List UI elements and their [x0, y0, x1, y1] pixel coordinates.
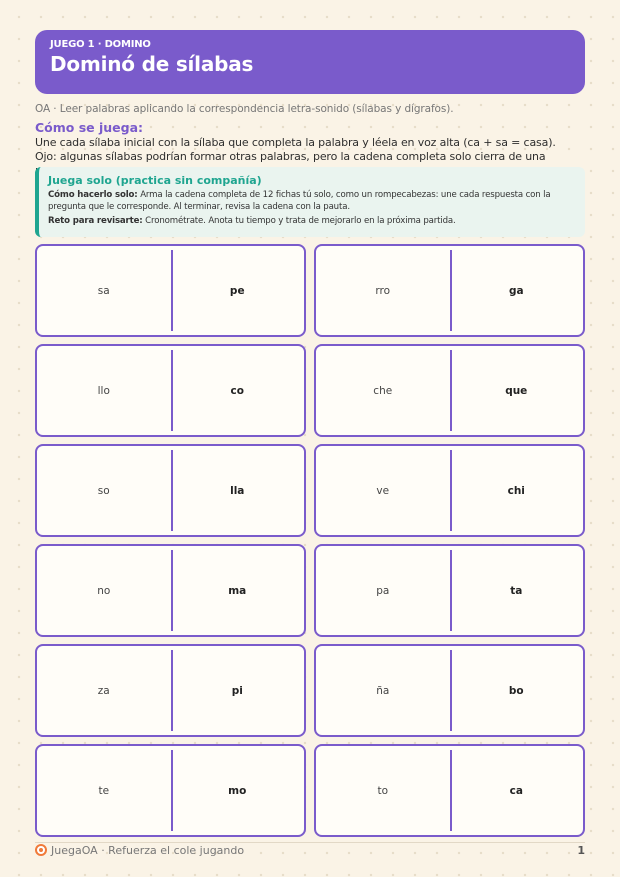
solo-how — [48, 189, 575, 213]
domino-tile[interactable] — [314, 244, 585, 337]
tile-start-syllable: llo — [97, 384, 110, 397]
tile-end-syllable: pi — [231, 684, 243, 697]
tile-start-syllable: rro — [375, 284, 391, 297]
solo-how-text: Arma la cadena completa de 12 fichas tú solo, como un rompecabezas: une cada respuesta con la pregunta que le corresponde. Al terminar, revisa la cadena con la pauta. — [48, 190, 551, 212]
tile-end-syllable: lla — [230, 484, 245, 497]
tile-start-syllable: so — [97, 484, 110, 497]
learning-objective: OA · Leer palabras aplicando la correspondencia letra-sonido (sílabas y dígrafos). — [35, 103, 454, 115]
game-header — [35, 30, 585, 94]
domino-tile[interactable] — [314, 744, 585, 837]
domino-tile[interactable] — [35, 544, 306, 637]
tile-end-syllable: chi — [507, 484, 525, 497]
tile-start-syllable: ña — [376, 684, 390, 697]
game-kicker: JUEGO 1 · DOMINO — [50, 39, 151, 50]
domino-tile[interactable] — [314, 444, 585, 537]
tile-start-syllable: to — [377, 784, 389, 797]
tile-end-syllable: ca — [509, 784, 523, 797]
tile-start-syllable: che — [373, 384, 393, 397]
domino-tile[interactable] — [314, 344, 585, 437]
domino-tile[interactable] — [314, 544, 585, 637]
solo-title: Juega solo (practica sin compañía) — [48, 174, 262, 187]
domino-tile[interactable] — [314, 644, 585, 737]
domino-tile[interactable] — [35, 644, 306, 737]
instructions-text: Une cada sílaba inicial con la sílaba que completa la palabra y léela en voz alta (ca + sa = casa). Ojo: algunas sílabas podrían formar otras palabras, pero la cadena completa solo cierra de una — [35, 136, 556, 163]
tile-end-syllable: mo — [228, 784, 247, 797]
tile-start-syllable: te — [98, 784, 110, 797]
footer-brand: JuegaOA · Refuerza el cole jugando — [51, 843, 245, 857]
tile-start-syllable: ve — [376, 484, 390, 497]
solo-play-box — [35, 167, 585, 237]
tile-end-syllable: ta — [510, 584, 523, 597]
page-footer — [35, 843, 585, 857]
solo-challenge-text: Cronométrate. Anota tu tiempo y trata de mejorarlo en la próxima partida. — [145, 216, 456, 226]
brand-logo-icon — [35, 844, 47, 856]
tile-end-syllable: bo — [508, 684, 524, 697]
tile-end-syllable: ga — [508, 284, 524, 297]
tile-end-syllable: que — [505, 384, 528, 397]
tile-start-syllable: sa — [97, 284, 110, 297]
domino-tile[interactable] — [35, 744, 306, 837]
tile-start-syllable: za — [97, 684, 110, 697]
page-title: Dominó de sílabas — [50, 52, 254, 76]
tile-end-syllable: co — [230, 384, 244, 397]
solo-challenge-label: Reto para revisarte: — [48, 216, 143, 226]
instructions-title: Cómo se juega: — [35, 120, 144, 135]
domino-tile[interactable] — [35, 244, 306, 337]
tile-start-syllable: no — [97, 584, 111, 597]
tile-end-syllable: ma — [228, 584, 247, 597]
tile-start-syllable: pa — [376, 584, 390, 597]
domino-tile[interactable] — [35, 344, 306, 437]
solo-challenge — [48, 215, 575, 227]
domino-tile[interactable] — [35, 444, 306, 537]
page-number: 1 — [577, 843, 585, 857]
tile-end-syllable: pe — [229, 284, 245, 297]
solo-how-label: Cómo hacerlo solo: — [48, 190, 138, 200]
